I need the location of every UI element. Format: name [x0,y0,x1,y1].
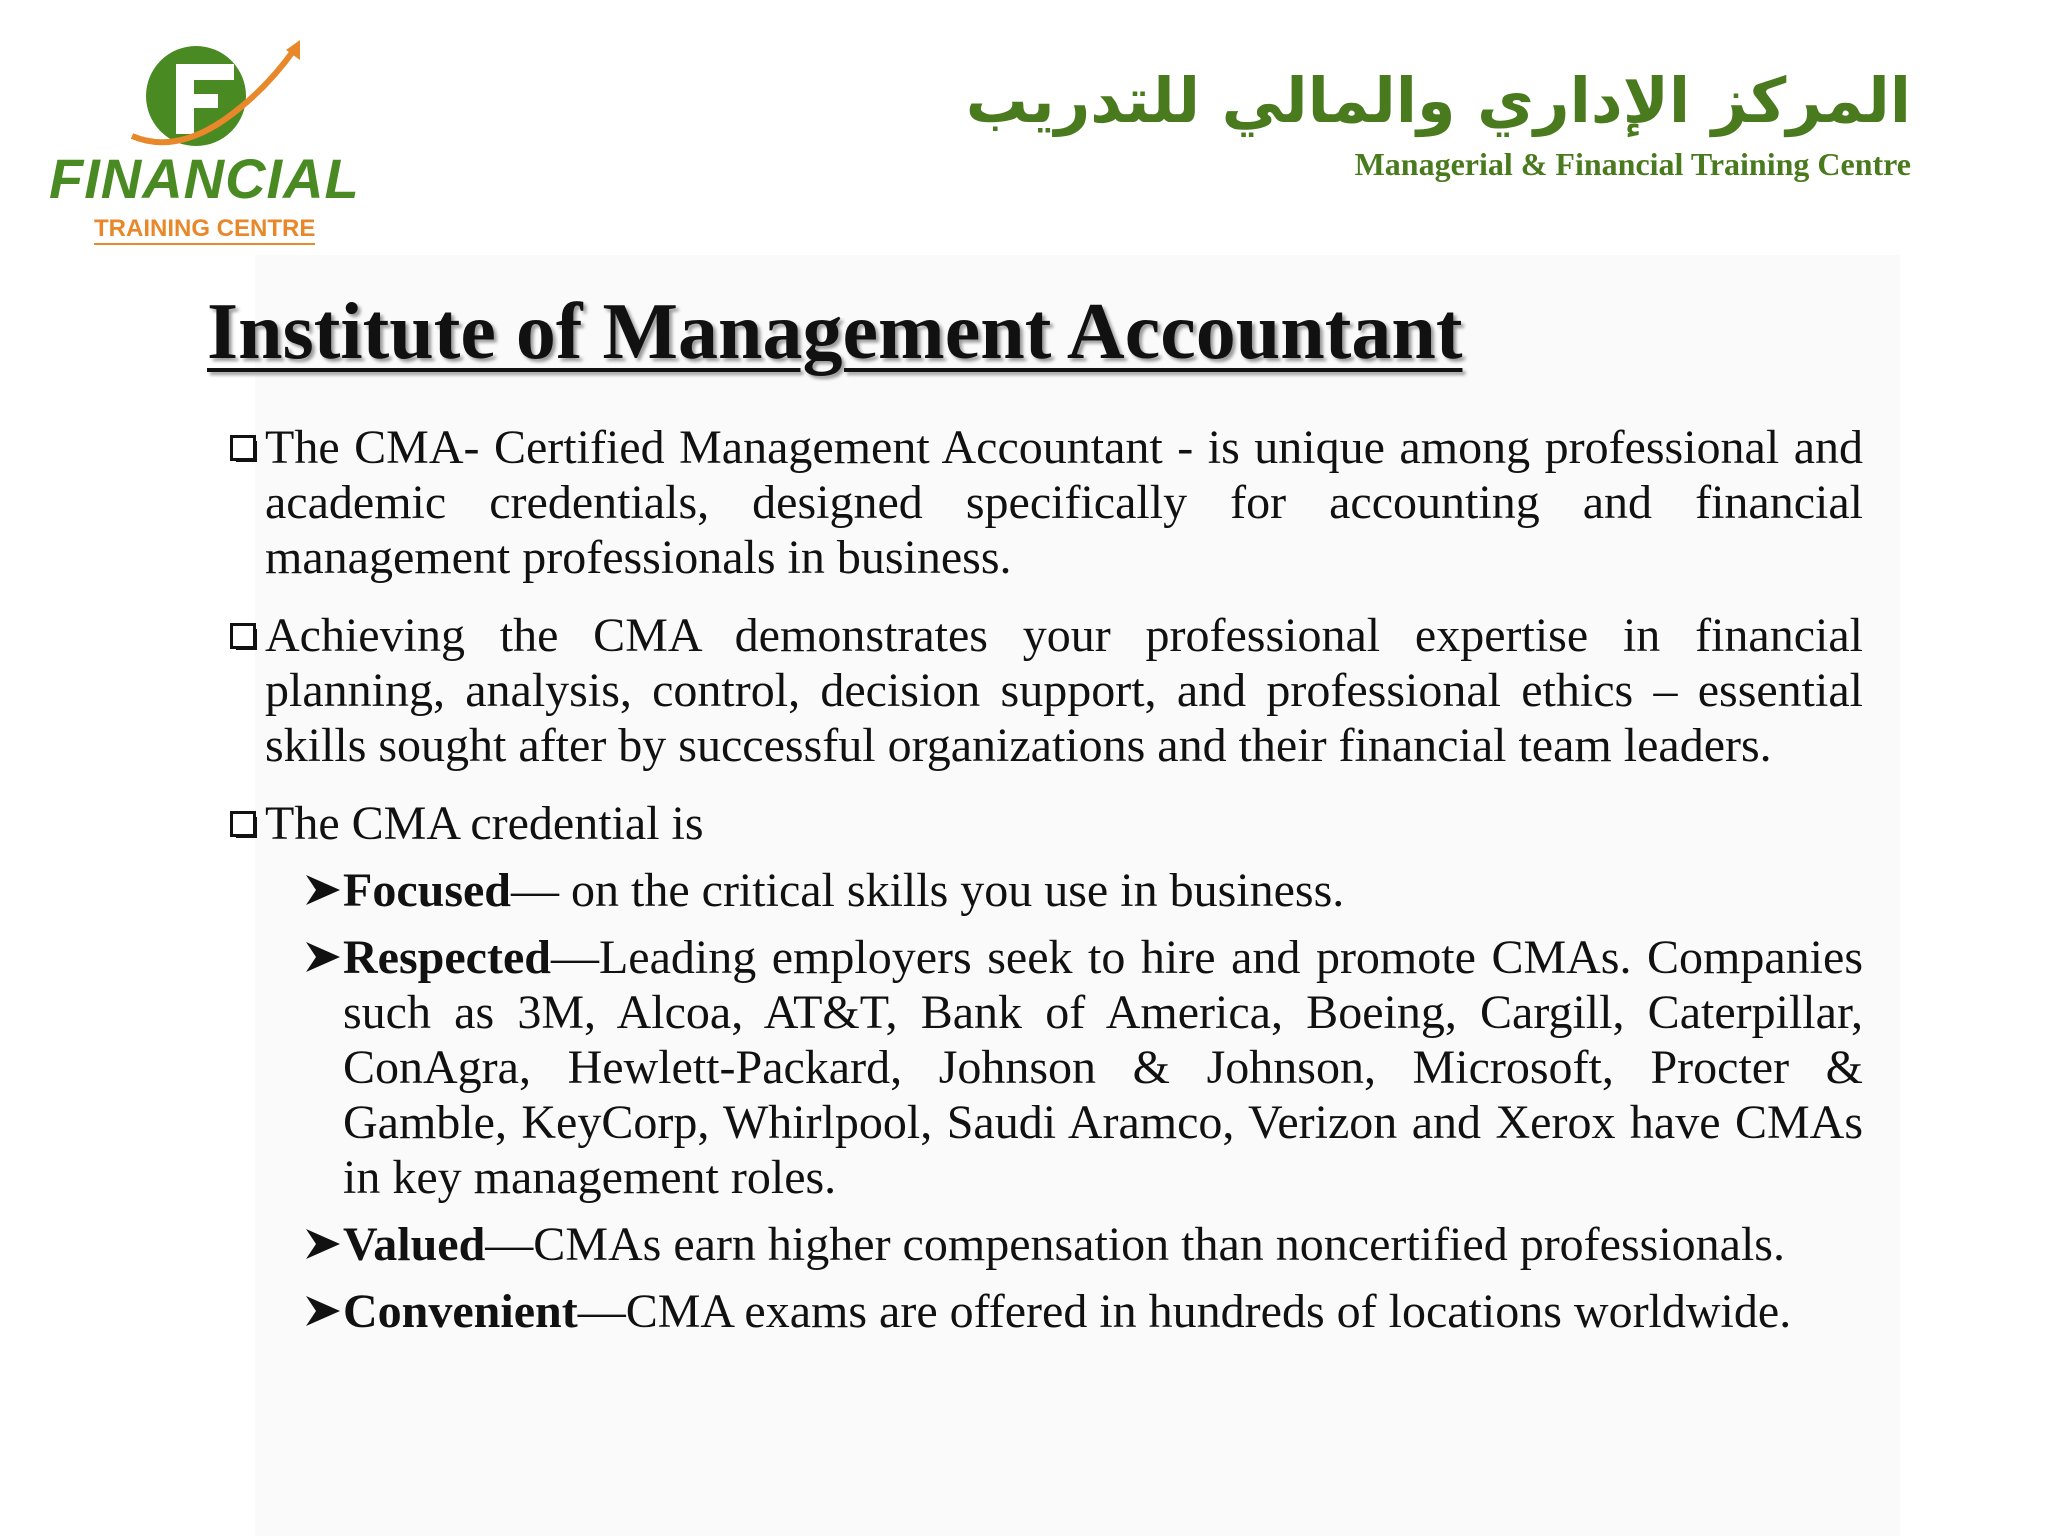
logo-arabic-text: المركز الإداري والمالي للتدريب [965,64,1911,137]
logo-subtitle: TRAINING CENTRE [94,217,315,245]
sub-bullet-text: — on the critical skills you use in business. [511,864,1345,917]
bullet-text: The CMA credential is [265,797,704,850]
arrow-bullet-icon [306,942,340,972]
financial-training-centre-logo [44,34,384,254]
bullet-text: Achieving the CMA demonstrates your professional expertise in financial planning, analysis, control, decision support, and professional ethics – essential skills sought after by successful organizations and their financial team leaders. [265,609,1863,772]
sub-bullet-term: Valued [343,1218,486,1271]
logo-wordmark: FINANCIAL [49,147,360,210]
bullet-item [228,420,1863,585]
sub-bullet-text: —Leading employers seek to hire and promote CMAs. Companies such as 3M, Alcoa, AT&T, Bank of America, Boeing, Cargill, Caterpillar, ConAgra, Hewlett-Packard, Johnson & Johnson, Microsoft, Procter & Gamble, KeyCorp, Whirlpool, Saudi Aramco, Verizon and Xerox have CMAs in key management roles. [343,931,1863,1204]
square-bullet-icon [230,435,257,462]
square-bullet-icon [230,623,257,650]
arrow-bullet-icon [306,1296,340,1326]
arrow-bullet-icon [306,1229,340,1259]
sub-bullet-item [306,930,1863,1205]
sub-bullet-text: —CMAs earn higher compensation than noncertified professionals. [485,1218,1785,1271]
sub-bullet-text: —CMA exams are offered in hundreds of locations worldwide. [577,1285,1792,1338]
managerial-financial-centre-logo [965,64,1911,182]
f-swoosh-icon [114,34,314,154]
sub-bullet-term: Respected [343,931,551,984]
sub-bullet-term: Convenient [343,1285,578,1338]
arrow-bullet-icon [306,875,340,905]
bullet-text: The CMA- Certified Management Accountant - is unique among professional and academic credentials, designed specifically for accounting and financial management professionals in business. [265,421,1863,584]
slide-body [228,420,1863,1351]
sub-bullet-term: Focused [343,864,511,917]
logo-english-text: Managerial & Financial Training Centre [1354,146,1911,182]
slide-title: Institute of Management Accountant [207,288,1463,376]
bullet-item [228,608,1863,773]
sub-bullet-item [306,863,1863,918]
bullet-item [228,796,1863,851]
sub-bullet-item [306,1284,1863,1339]
square-bullet-icon [230,811,257,838]
sub-bullet-item [306,1217,1863,1272]
